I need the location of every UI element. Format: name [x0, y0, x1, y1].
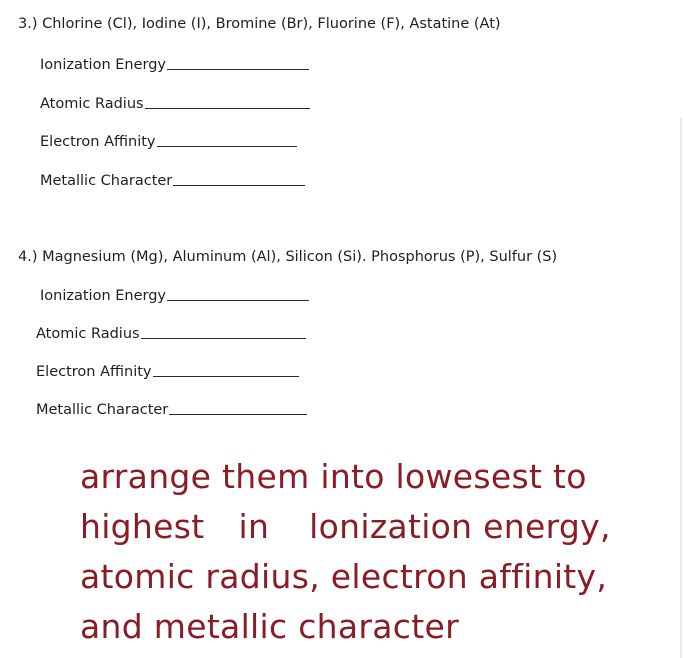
- page-edge-rule: [680, 118, 682, 658]
- q3-metallic-character-blank[interactable]: [173, 184, 305, 186]
- instruction-line-1: arrange them into lowesest to: [80, 457, 587, 496]
- q3-metallic-character-label: Metallic Character: [40, 173, 173, 189]
- question-4-title: 4.) Magnesium (Mg), Aluminum (Al), Silicon (Si). Phosphorus (P), Sulfur (S): [18, 249, 558, 265]
- instruction-line-4: and metallic character: [80, 607, 459, 646]
- q3-ionization-energy-label: Ionization Energy: [40, 57, 167, 73]
- handwritten-instruction: [80, 452, 670, 652]
- instruction-phrase-ionization: lonization energy,: [309, 507, 611, 546]
- q3-electron-affinity-blank[interactable]: [157, 145, 297, 147]
- q4-ionization-energy-row: [40, 288, 309, 304]
- q4-ionization-energy-blank[interactable]: [167, 299, 309, 301]
- instruction-word-highest: highest: [80, 507, 205, 546]
- q4-electron-affinity-blank[interactable]: [153, 375, 299, 377]
- q3-atomic-radius-label: Atomic Radius: [40, 96, 144, 112]
- q4-ionization-energy-label: Ionization Energy: [40, 288, 167, 304]
- q3-atomic-radius-blank[interactable]: [145, 107, 310, 109]
- q4-atomic-radius-row: [36, 326, 306, 342]
- q3-ionization-energy-row: [40, 57, 309, 73]
- q4-atomic-radius-label: Atomic Radius: [36, 326, 140, 342]
- q4-metallic-character-label: Metallic Character: [36, 402, 169, 418]
- instruction-line-3: atomic radius, electron affinity,: [80, 557, 608, 596]
- q4-metallic-character-blank[interactable]: [169, 413, 307, 415]
- q4-electron-affinity-label: Electron Affinity: [36, 364, 152, 380]
- q4-metallic-character-row: [36, 402, 307, 418]
- q3-atomic-radius-row: [40, 96, 310, 112]
- q4-atomic-radius-blank[interactable]: [141, 337, 306, 339]
- instruction-line-2: [80, 502, 670, 552]
- q3-electron-affinity-label: Electron Affinity: [40, 134, 156, 150]
- q3-ionization-energy-blank[interactable]: [167, 68, 309, 70]
- q3-electron-affinity-row: [40, 134, 297, 150]
- q3-metallic-character-row: [40, 173, 305, 189]
- question-3-title: 3.) Chlorine (Cl), Iodine (I), Bromine (Br), Fluorine (F), Astatine (At): [18, 16, 501, 32]
- q4-electron-affinity-row: [36, 364, 299, 380]
- instruction-word-in: in: [238, 507, 270, 546]
